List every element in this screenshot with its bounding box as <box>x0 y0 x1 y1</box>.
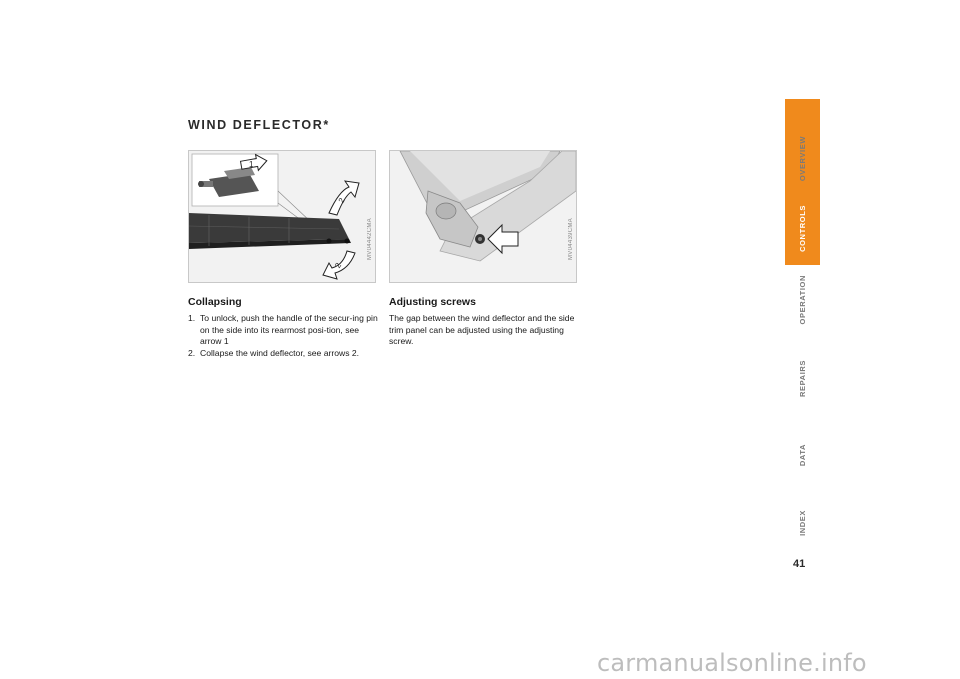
arrow-label-2b: 2 <box>333 261 344 270</box>
tab-index[interactable] <box>785 508 820 538</box>
figure-adjusting <box>389 150 577 283</box>
adjusting-illustration <box>390 151 576 282</box>
tab-overview[interactable] <box>785 120 820 198</box>
tab-data-label: DATA <box>798 443 807 467</box>
arrow-label-1: 1 <box>249 160 254 169</box>
step-text: To unlock, push the handle of the secur-ing pin on the side into its rearmost posi-tion, see arrow 1 <box>200 313 378 347</box>
collapsing-illustration <box>189 151 375 282</box>
tab-controls-label-wrap[interactable] <box>785 198 820 258</box>
page-number: 41 <box>793 558 806 570</box>
step-number: 1. <box>188 313 196 323</box>
step-2 <box>188 348 378 360</box>
collapsing-heading: Collapsing <box>188 296 242 308</box>
tab-repairs[interactable] <box>785 356 820 401</box>
step-number: 2. <box>188 347 196 358</box>
step-text: Collapse the wind deflector, see arrows 2. <box>200 347 360 358</box>
page-title: WIND DEFLECTOR* <box>188 118 330 132</box>
figure-code: MV04439CMA <box>568 217 574 260</box>
tab-overview-label: OVERVIEW <box>798 136 807 182</box>
figure-code: MV04442CMA <box>367 217 373 260</box>
tab-repairs-label: REPAIRS <box>798 360 807 397</box>
adjusting-heading: Adjusting screws <box>389 296 476 308</box>
step-1 <box>188 313 378 348</box>
tab-operation[interactable] <box>785 270 820 330</box>
tab-controls-label: CONTROLS <box>798 204 807 252</box>
arrow-label-2a: 2 <box>336 196 347 205</box>
tab-index-label: INDEX <box>798 510 807 536</box>
watermark: carmanualsonline.info <box>597 649 867 677</box>
tab-data[interactable] <box>785 440 820 470</box>
figure-collapsing <box>188 150 376 283</box>
adjusting-text: The gap between the wind deflector and the side trim panel can be adjusted using the adjusting screw. <box>389 313 575 347</box>
tab-operation-label: OPERATION <box>798 275 807 325</box>
collapsing-steps <box>188 313 378 359</box>
